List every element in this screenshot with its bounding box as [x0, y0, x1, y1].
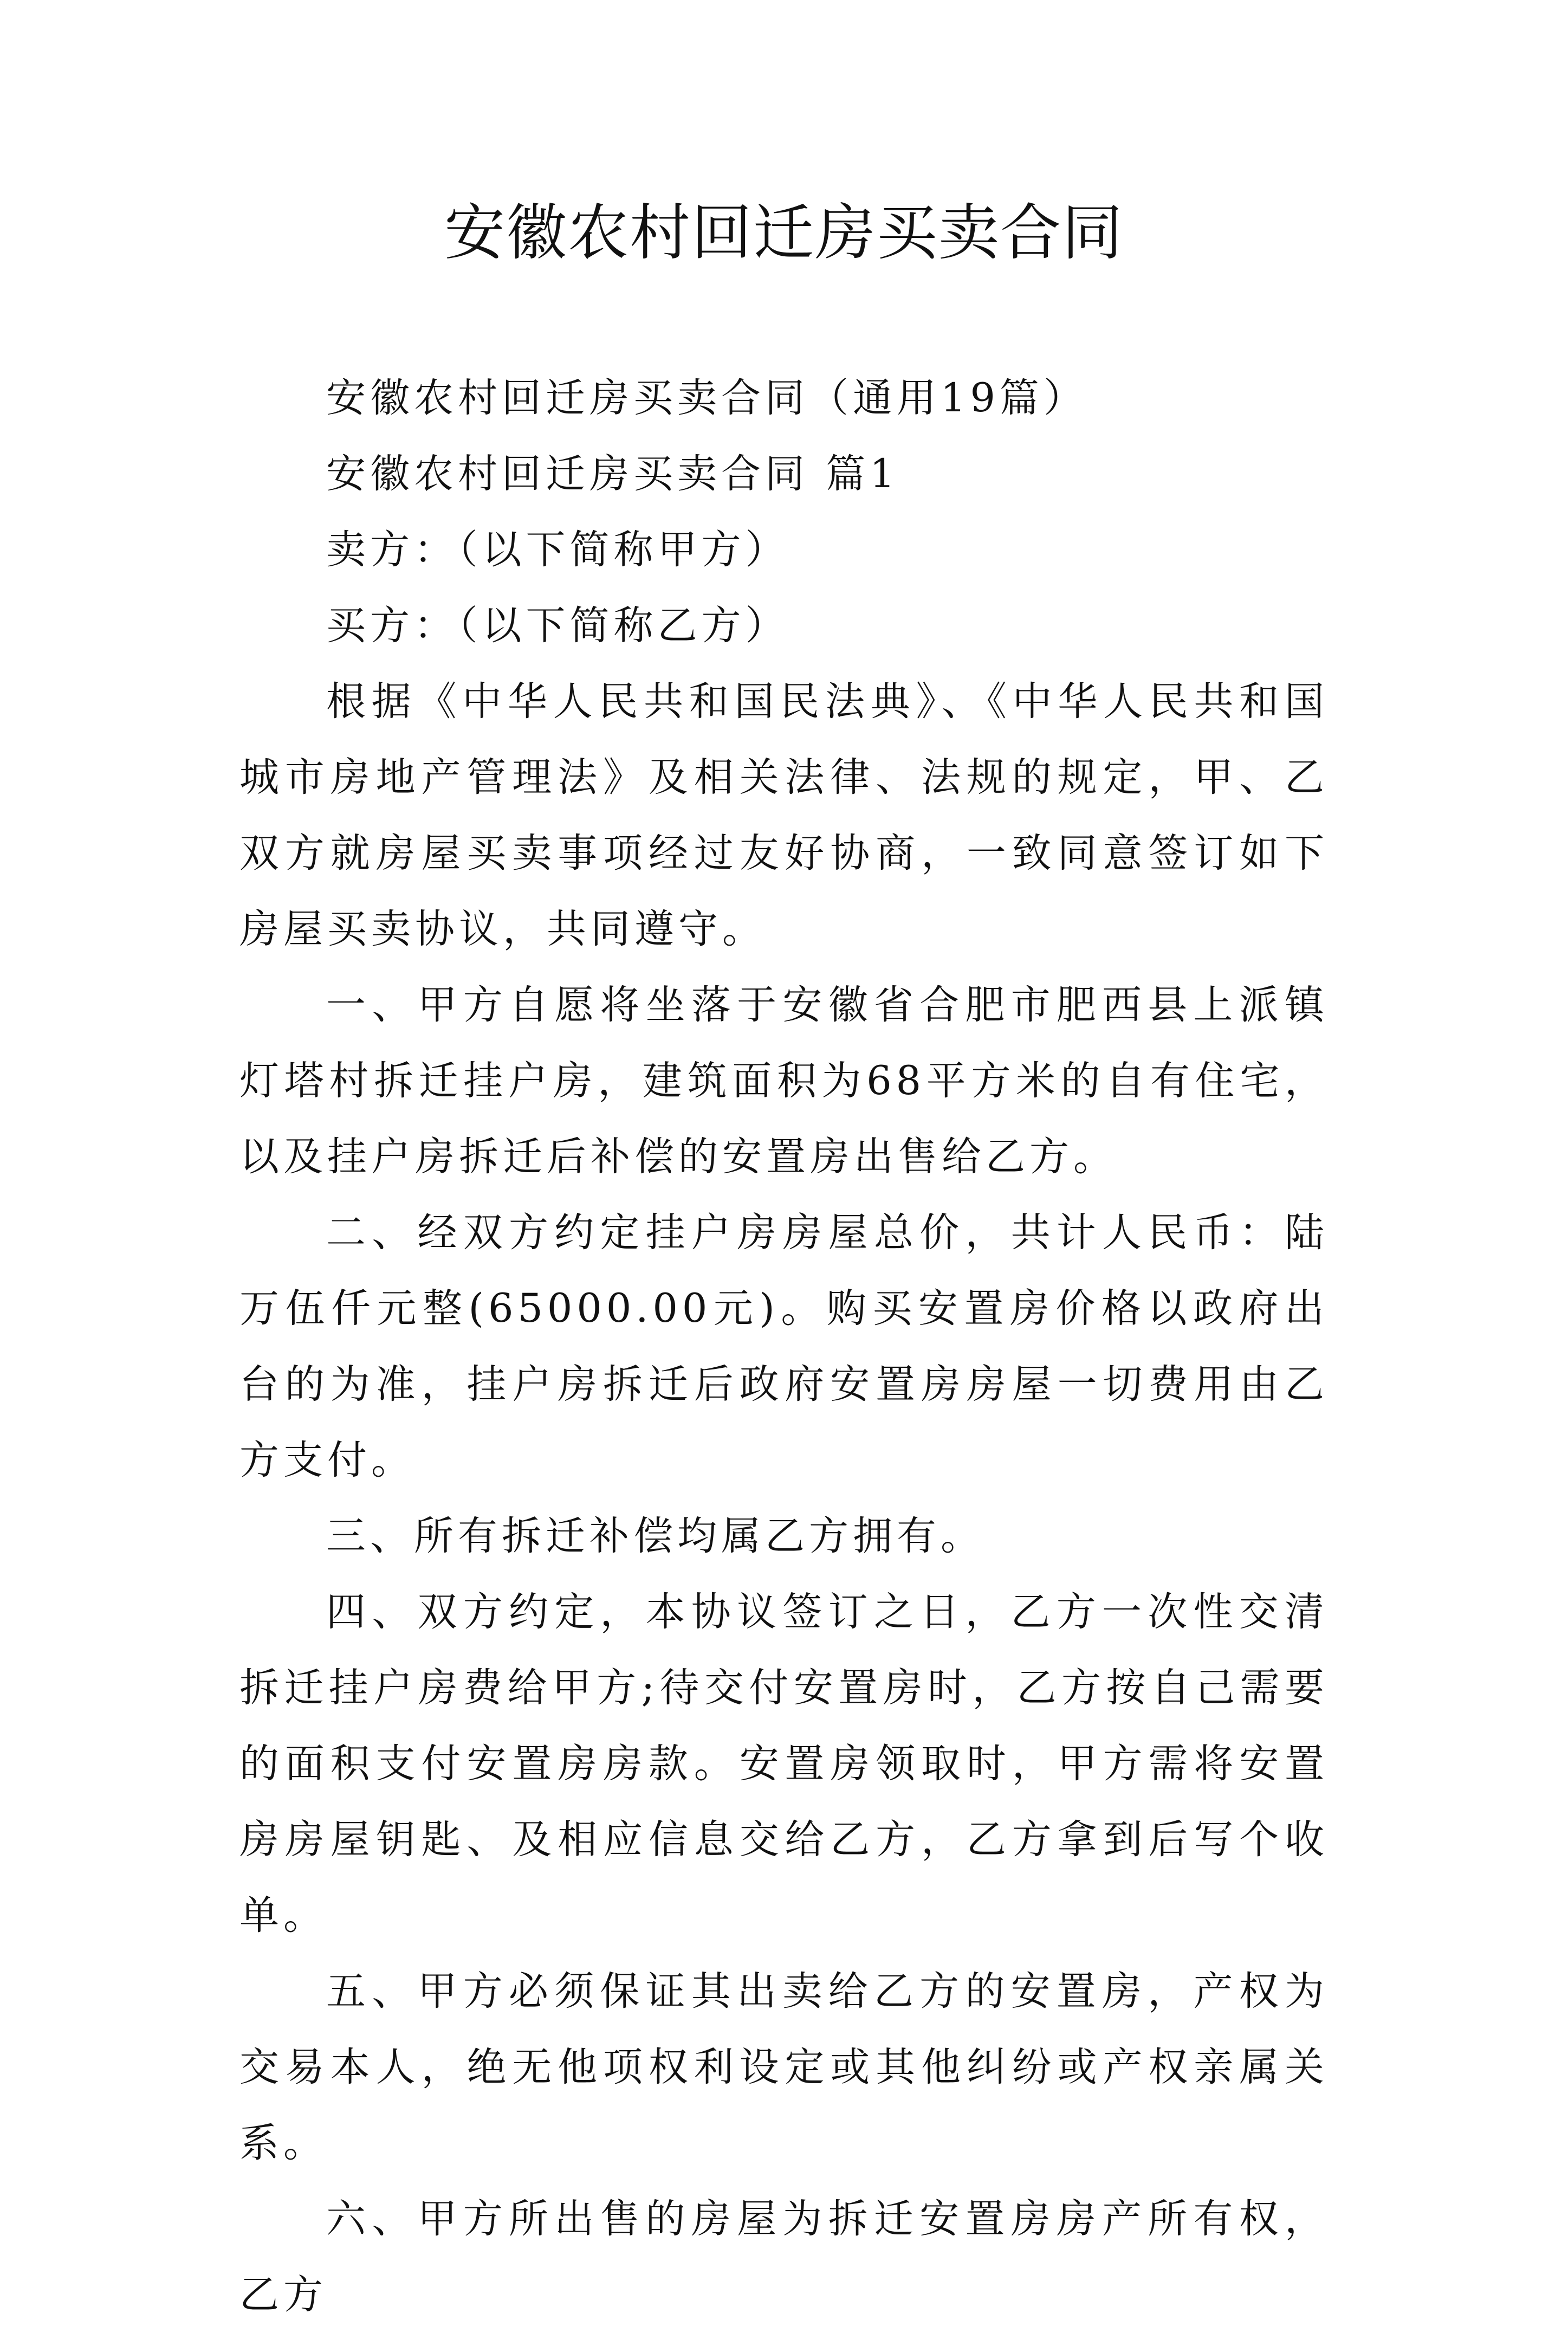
buyer-line: 买方：（以下简称乙方）: [326, 603, 789, 649]
preamble-paragraph: 根据《中华人民共和国民法典》、《中华人民共和国城市房地产管理法》及相关法律、法规的规定，甲、乙双方就房屋买卖事项经过友好协商，一致同意签订如下房屋买卖协议，共同遵守。: [239, 678, 1329, 952]
section-heading: 安徽农村回迁房买卖合同 篇1: [326, 451, 899, 497]
clause-2: 二、经双方约定挂户房房屋总价，共计人民币：陆万伍仟元整(65000.00元)。购买安置房价格以政府出台的为准，挂户房拆迁后政府安置房房屋一切费用由乙方支付。: [239, 1210, 1329, 1483]
clause-5: 五、甲方必须保证其出卖给乙方的安置房，产权为交易本人，绝无他项权利设定或其他纠纷或产权亲属关系。: [239, 1968, 1329, 2166]
subtitle-collection: 安徽农村回迁房买卖合同（通用19篇）: [326, 375, 1087, 421]
seller-line: 卖方：（以下简称甲方）: [326, 527, 789, 573]
clause-6: 六、甲方所出售的房屋为拆迁安置房房产所有权，乙方: [239, 2196, 1329, 2318]
clause-4: 四、双方约定，本协议签订之日，乙方一次性交清拆迁挂户房费给甲方;待交付安置房时，乙方按自己需要的面积支付安置房房款。安置房领取时，甲方需将安置房房屋钥匙、及相应信息交给乙方，乙方拿到后写个收单。: [239, 1589, 1329, 1938]
document-body: [239, 360, 1329, 2333]
document-title: 安徽农村回迁房买卖合同: [444, 198, 1124, 268]
clause-3: 三、所有拆迁补偿均属乙方拥有。: [326, 1513, 984, 1559]
clause-1: 一、甲方自愿将坐落于安徽省合肥市肥西县上派镇灯塔村拆迁挂户房，建筑面积为68平方米的自有住宅，以及挂户房拆迁后补偿的安置房出售给乙方。: [239, 982, 1329, 1180]
